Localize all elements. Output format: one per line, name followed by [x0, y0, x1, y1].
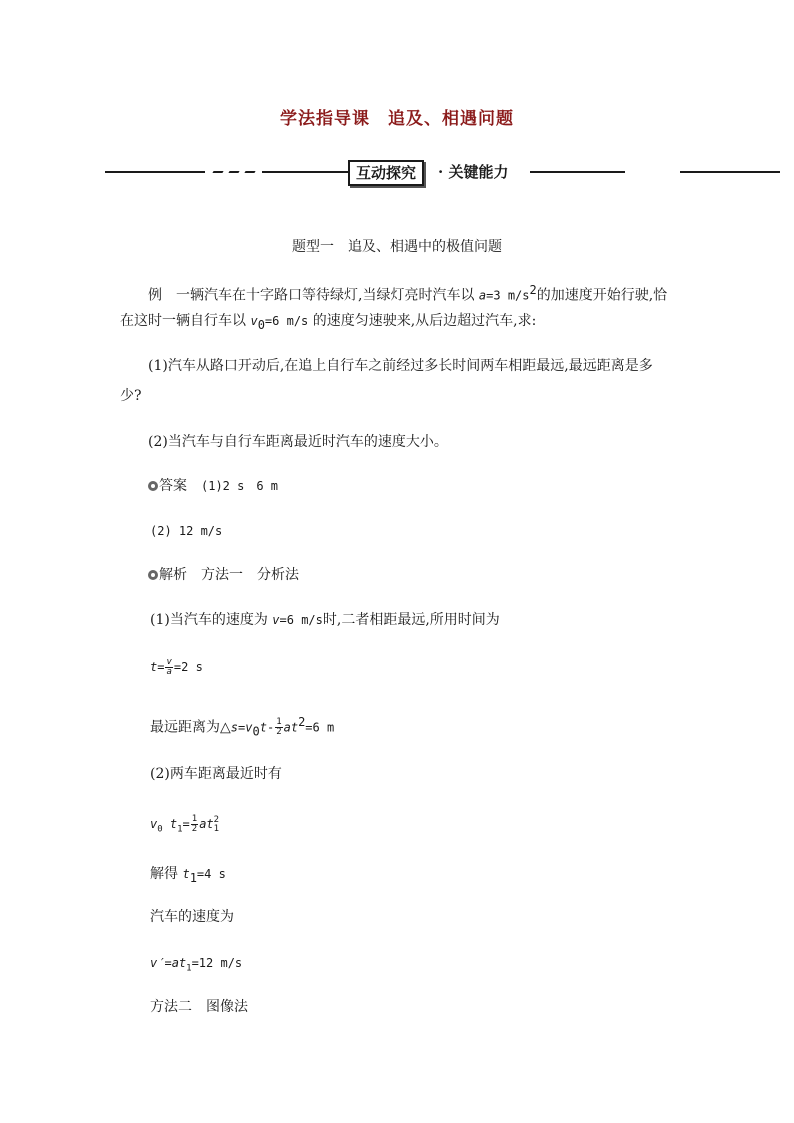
- equation-time: t= $\frac{v}{a}$ =2 s: [150, 657, 203, 677]
- equals: =: [164, 956, 172, 970]
- problem-text: 例 一辆汽车在十字路口等待绿灯,当绿灯亮时汽车以: [148, 287, 479, 304]
- analysis-header: [148, 565, 299, 585]
- banner-box: 互动探究: [348, 160, 424, 186]
- var-at: at: [199, 817, 214, 831]
- method-1-title: 方法一 分析法: [201, 567, 299, 583]
- fraction: [165, 658, 172, 677]
- fraction-denominator: a: [166, 667, 172, 677]
- var-t: t: [178, 956, 187, 970]
- fraction-numerator: 1: [276, 717, 282, 728]
- var-v: v: [150, 817, 158, 831]
- problem-text: 在这时一辆自行车以: [120, 313, 251, 329]
- analysis-icon: [148, 570, 158, 580]
- var-a: a: [171, 956, 179, 970]
- banner-rule-middle: [262, 171, 348, 173]
- value: =6 m/s: [279, 613, 323, 627]
- var-v: v: [272, 613, 280, 627]
- method-2-title: 方法二 图像法: [150, 999, 248, 1015]
- var-a: a: [478, 288, 487, 303]
- subscript: 0: [252, 724, 260, 739]
- section-banner: [105, 158, 780, 186]
- value: =4 s: [196, 867, 226, 881]
- var-v: v: [250, 314, 258, 328]
- problem-line-1: [148, 280, 667, 306]
- value: =6 m: [305, 720, 335, 735]
- var-at: at: [283, 720, 299, 735]
- var-v: v: [245, 720, 253, 735]
- value: =2 s: [173, 660, 203, 674]
- var-t: t: [182, 867, 190, 881]
- subscript: 1: [186, 963, 192, 974]
- step-text: 时,二者相距最远,所用时间为: [322, 612, 500, 628]
- var-t: t: [150, 660, 158, 674]
- step-text: 解得: [150, 866, 183, 882]
- var-t: t: [169, 817, 178, 831]
- banner-label: · 关键能力: [438, 163, 509, 181]
- answer-line-1: [148, 476, 278, 496]
- equation-distance: [150, 712, 334, 741]
- subscript: 1: [189, 870, 197, 885]
- problem-text: 的速度匀速驶来,从后边超过汽车,求:: [308, 313, 537, 329]
- banner-rule-left: [105, 171, 205, 173]
- subscript: 0: [257, 317, 265, 332]
- banner-rule-right: [530, 171, 625, 173]
- equals: =: [238, 720, 246, 735]
- answer-part-1: (1)2 s 6 m: [201, 479, 279, 493]
- step-text: (1)当汽车的速度为: [150, 612, 273, 628]
- banner-dash: [228, 171, 239, 173]
- fraction-numerator: v: [166, 657, 172, 667]
- value: =12 m/s: [191, 956, 243, 970]
- minus: -: [266, 720, 275, 735]
- problem-line-2: [120, 311, 536, 335]
- page-title: 学法指导课 追及、相遇问题: [280, 109, 514, 129]
- superscript: 2: [213, 814, 220, 825]
- fraction: [191, 815, 198, 834]
- equation-speed: [150, 953, 242, 978]
- var-v-prime: v′: [150, 956, 165, 970]
- sup-sub-stack: [214, 816, 219, 834]
- problem-text: 的加速度开始行驶,恰: [536, 287, 668, 304]
- fraction-denominator: 2: [191, 824, 198, 834]
- answer-icon: [148, 481, 158, 491]
- answer-label: 答案: [159, 478, 187, 494]
- question-2: (2)当汽车与自行车距离最近时汽车的速度大小。: [148, 434, 448, 450]
- value: =3 m/s: [486, 288, 530, 303]
- answer-line-2: (2) 12 m/s: [150, 524, 223, 538]
- equation-meet: [150, 814, 219, 839]
- superscript: 2: [298, 715, 306, 729]
- question-1-line-1: (1)汽车从路口开动后,在追上自行车之前经过多长时间两车相距最远,最远距离是多: [148, 358, 653, 374]
- section-title: 题型一 追及、相遇中的极值问题: [292, 239, 502, 255]
- var-t: t: [259, 720, 267, 735]
- banner-dash: [244, 171, 255, 173]
- fraction: [275, 718, 282, 737]
- fraction-numerator: 1: [191, 814, 198, 824]
- fraction-denominator: 2: [276, 727, 282, 738]
- value: =6 m/s: [264, 314, 309, 328]
- subscript: 1: [213, 823, 220, 834]
- question-1-line-2: 少?: [120, 388, 142, 404]
- banner-dash: [212, 171, 223, 173]
- superscript: 2: [529, 283, 537, 297]
- var-s: s: [230, 720, 239, 735]
- analysis-label: 解析: [159, 567, 187, 583]
- banner-rule-far-right: [680, 171, 780, 173]
- subscript: 0: [157, 824, 163, 835]
- analysis-step-2: (2)两车距离最近时有: [150, 766, 282, 782]
- car-speed-label: 汽车的速度为: [150, 909, 234, 925]
- equals: =: [182, 817, 190, 831]
- solution-line: [150, 864, 226, 888]
- analysis-step-1: [150, 610, 500, 630]
- step-text: 最远距离为△: [150, 719, 231, 736]
- subscript: 1: [177, 824, 183, 835]
